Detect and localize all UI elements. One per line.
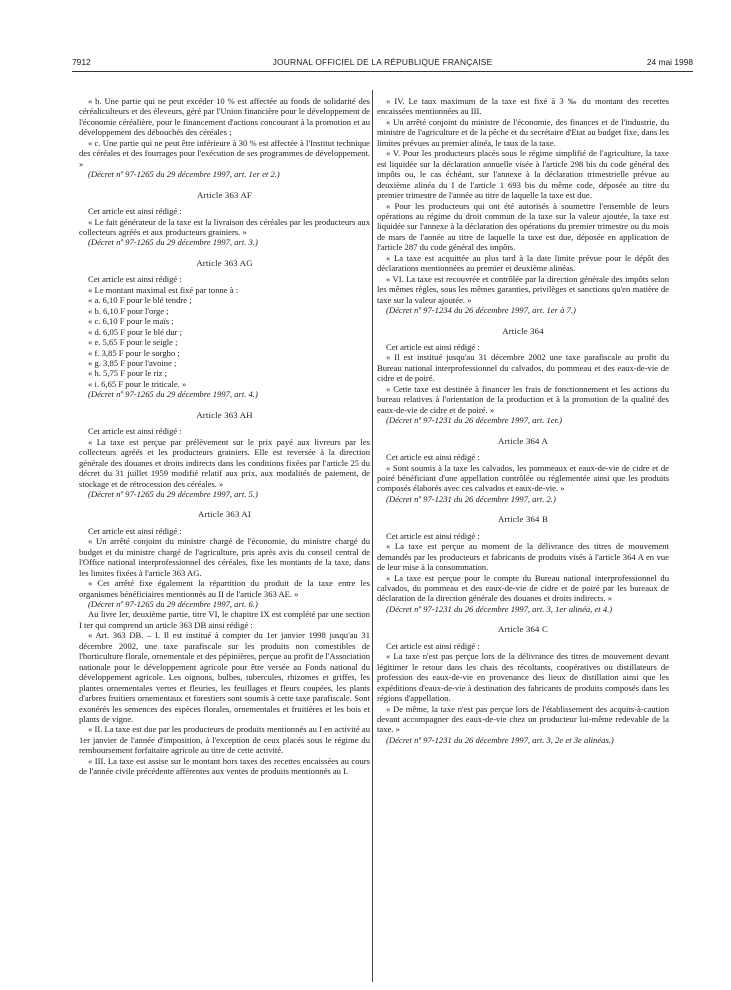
left-article-heading: Article 363 AI: [198, 509, 251, 520]
left-paragraph: « Le fait générateur de la taxe est la livraison des céréales par les producteurs aux collecteurs agréés et aux producteurs grainiers. »: [79, 216, 370, 237]
left-paragraph: « f. 3,85 F pour le sorgho ;: [88, 347, 180, 358]
right-paragraph: « Un arrêté conjoint du ministre de l'économie, des finances et de l'industrie, du ministre de l'agriculture et de la pêche et du secrétaire d'Etat au budget fixe, dans les limites prévues au premier alinéa, le taux de la taxe.: [377, 116, 669, 148]
left-decree-reference: (Décret nº 97-1265 du 29 décembre 1997, art. 5.): [88, 488, 258, 499]
right-article-heading: Article 364 C: [498, 624, 548, 635]
right-decree-reference: (Décret nº 97-1231 du 26 décembre 1997, art. 2.): [386, 493, 556, 504]
right-paragraph: « V. Pour les producteurs placés sous le régime simplifié de l'agriculture, la taxe est liquidée sur la déclaration annuelle visée à l'article 298 bis du code général des impôts ou, le cas échéant, sur l'annexe à la déclaration trimestrielle prévue au deuxième alinéa du I de l'article 1 693 bis du même code, déposée au titre du premier trimestre de l'année au titre de laquelle la taxe est due.: [377, 148, 669, 201]
right-paragraph: « De même, la taxe n'est pas perçue lors de l'établissement des acquits-à-caution devant accompagner des eaux-de-vie chez un producteur lui-même redevable de la taxe. »: [377, 703, 669, 735]
left-article-heading: Article 363 AG: [196, 257, 253, 268]
right-paragraph: « IV. Le taux maximum de la taxe est fixé à 3 ‰ du montant des recettes encaissées mentionnées au III.: [377, 96, 669, 117]
right-paragraph: « La taxe est perçue pour le compte du Bureau national interprofessionnel du calvados, du pommeau et des eaux-de-vie de cidre et de poiré par les bureaux de déclaration de la direction générale des douanes et droits indirects. »: [377, 572, 669, 604]
left-decree-reference: (Décret nº 97-1265 du 29 décembre 1997, art. 3.): [88, 237, 258, 248]
left-decree-reference: (Décret nº 97-1265 du 29 décembre 1997, art. 6.): [88, 599, 258, 610]
left-paragraph: « d. 6,05 F pour le blé dur ;: [88, 326, 183, 337]
issue-date: 24 mai 1998: [646, 57, 693, 67]
left-decree-reference: (Décret nº 97-1265 du 29 décembre 1997, art. 4.): [88, 389, 258, 400]
right-paragraph: « Sont soumis à la taxe les calvados, les pommeaux et eaux-de-vie de cidre et de poiré bénéficiant d'une appellation contrôlée ou réglementée ainsi que les produits composés élaborés avec ces calvados et eaux-de-vie. »: [377, 462, 669, 494]
left-paragraph: « c. 6,10 F pour le maïs ;: [88, 316, 174, 327]
left-paragraph: Au livre Ier, deuxième partie, titre VI, le chapitre IX est complété par une section I ter qui comprend un article 363 DB ainsi rédigé :: [79, 609, 370, 630]
right-paragraph: Cet article est ainsi rédigé :: [386, 530, 480, 541]
left-paragraph: « b. 6,10 F pour l'orge ;: [88, 305, 169, 316]
right-article-heading: Article 364 B: [498, 514, 548, 525]
left-column: [79, 96, 370, 777]
left-paragraph: « c. Une partie qui ne peut être inférieure à 30 % est affectée à l'Institut technique des céréales et des fourrages pour l'exécution de ses programmes de développement. »: [79, 137, 370, 169]
left-paragraph: « III. La taxe est assise sur le montant hors taxes des recettes encaissées au cours de l'année civile précédente afférentes aux ventes de produits mentionnés au I.: [79, 755, 370, 777]
right-paragraph: Cet article est ainsi rédigé :: [386, 341, 480, 352]
left-paragraph: « a. 6,10 F pour le blé tendre ;: [88, 295, 192, 306]
left-paragraph: « II. La taxe est due par les producteurs de produits mentionnés au I en activité au 1er janvier de l'année d'imposition, à l'exception de ceux placés sous le régime du remboursement forfaitaire agricole au titre de cette activité.: [79, 724, 370, 756]
right-paragraph: « La taxe n'est pas perçue lors de la délivrance des titres de mouvement devant légitimer le retour dans les chais des récoltants, coopératives ou distillateurs de profession des eaux-de-vie en provenance des lieux de distillation ainsi que les expéditions d'eaux-de-vie à destination des fabricants de produits composés dans les régions d'appellation.: [377, 651, 669, 704]
left-paragraph: « h. 5,75 F pour le riz ;: [88, 368, 168, 379]
left-paragraph: Cet article est ainsi rédigé :: [88, 274, 182, 285]
right-decree-reference: (Décret nº 97-1234 du 26 décembre 1997, art. 1er à 7.): [386, 305, 576, 316]
left-decree-reference: (Décret nº 97-1265 du 29 décembre 1997, art. 1er et 2.): [88, 169, 280, 180]
left-article-heading: Article 363 AH: [196, 409, 253, 420]
left-paragraph: « La taxe est perçue par prélèvement sur le prix payé aux livreurs par les collecteurs agréés et les producteurs grainiers. Elle est reversée à la direction générale des douanes et droits indirects dans les conditions fixées par l'article 25 du décret du 31 juillet 1959 modifié relatif aux prix, aux modalités de paiement, de stockage et de rétrocession des céréales. »: [79, 436, 370, 489]
right-decree-reference: (Décret nº 97-1231 du 26 décembre 1997, art. 3, 1er alinéa, et 4.): [386, 603, 613, 614]
column-divider: [372, 90, 373, 982]
journal-title: JOURNAL OFFICIEL DE LA RÉPUBLIQUE FRANÇAISE: [272, 57, 493, 67]
right-article-heading: Article 364 A: [498, 435, 548, 446]
left-article-heading: Article 363 AF: [197, 189, 252, 200]
right-paragraph: Cet article est ainsi rédigé :: [386, 452, 480, 463]
left-paragraph: Cet article est ainsi rédigé :: [88, 525, 182, 536]
right-paragraph: « VI. La taxe est recouvrée et contrôlée par la direction générale des impôts selon les mêmes règles, sous les mêmes garanties, privilèges et sanctions qu'en matière de taxe sur la valeur ajoutée. »: [377, 273, 669, 305]
right-paragraph: « La taxe est perçue au moment de la délivrance des titres de mouvement demandés par les producteurs et fabricants de produits visés à l'article 364 A en vue de leur mise à la consommation.: [377, 541, 669, 573]
right-article-heading: Article 364: [502, 325, 544, 336]
left-paragraph: « Cet arrêté fixe également la répartition du produit de la taxe entre les organismes bénéficiaires mentionnés au II de l'article 363 AE. »: [79, 578, 370, 599]
right-decree-reference: (Décret nº 97-1231 du 26 décembre 1997, art. 1er.): [386, 415, 563, 426]
left-paragraph: « Art. 363 DB. – I. Il est institué à compter du 1er janvier 1998 jusqu'au 31 décembre 2002, une taxe parafiscale sur les produits non comestibles de l'horticulture florale, ornementale et des pépinières, perçue au profit de l'Association nationale pour le développement agricole pour être versée au Fonds national du développement agricole. Les oignons, bulbes, tubercules, rhizomes et griffes, les plantes ornementales vertes et fleuries, les feuillages et fleurs coupées, les plants d'arbres fruitiers ornementaux et forestiers sont soumis à cette taxe parafiscale. Sont exonérés les semences des espèces florales, ornementales et fruitières et les bois et plants de vigne.: [79, 630, 370, 725]
header-rule: [72, 71, 693, 72]
right-paragraph: « La taxe est acquittée au plus tard à la date limite prévue pour le dépôt des déclarations mentionnées au premier et deuxième alinéas.: [377, 252, 669, 274]
left-paragraph: « Un arrêté conjoint du ministre chargé de l'économie, du ministre chargé du budget et du ministre chargé de l'agriculture, pris après avis du conseil central de l'Office national interprofessionnel des céréales, fixe les montants de la taxe, dans les limites fixées à l'article 363 AG.: [79, 536, 370, 578]
right-decree-reference: (Décret nº 97-1231 du 26 décembre 1997, art. 3, 2e et 3e alinéas.): [386, 734, 614, 745]
page-number: 7912: [72, 57, 91, 67]
right-paragraph: « Il est institué jusqu'au 31 décembre 2002 une taxe parafiscale au profit du Bureau national interprofessionnel du calvados, du pommeau et des eaux-de-vie de cidre et de poiré.: [377, 352, 669, 384]
left-paragraph: « Le montant maximal est fixé par tonne à :: [88, 284, 239, 295]
right-paragraph: « Cette taxe est destinée à financer les frais de fonctionnement et les actions du bureau relatives à l'orientation de la production et à la promotion de la qualité des eaux-de-vie de cidre et de poiré. »: [377, 383, 669, 415]
left-paragraph: Cet article est ainsi rédigé :: [88, 426, 182, 437]
right-paragraph: Cet article est ainsi rédigé :: [386, 640, 480, 651]
page-header: [72, 57, 693, 71]
left-paragraph: « e. 5,65 F pour le seigle ;: [88, 337, 178, 348]
left-paragraph: Cet article est ainsi rédigé :: [88, 206, 182, 217]
right-paragraph: « Pour les producteurs qui ont été autorisés à soumettre l'ensemble de leurs opérations au régime du droit commun de la taxe sur la valeur ajoutée, la taxe est liquidée sur l'annexe à la déclaration des opérations du premier trimestre ou du mois de mars de l'année au titre de laquelle la taxe est due, déposée en application de l'article 287 du code général des impôts.: [377, 200, 669, 253]
right-column: [377, 96, 669, 745]
left-paragraph: « b. Une partie qui ne peut excéder 10 % est affectée au fonds de solidarité des céréaliculteurs et des éleveurs, géré par l'Union financière pour le développement de l'économie céréalière, pour le financement d'actions concourant à la promotion et au développement des débouchés des céréales ;: [79, 96, 370, 138]
left-paragraph: « i. 6,65 F pour le triticale. »: [88, 378, 187, 389]
left-paragraph: « g. 3,85 F pour l'avoine ;: [88, 357, 177, 368]
